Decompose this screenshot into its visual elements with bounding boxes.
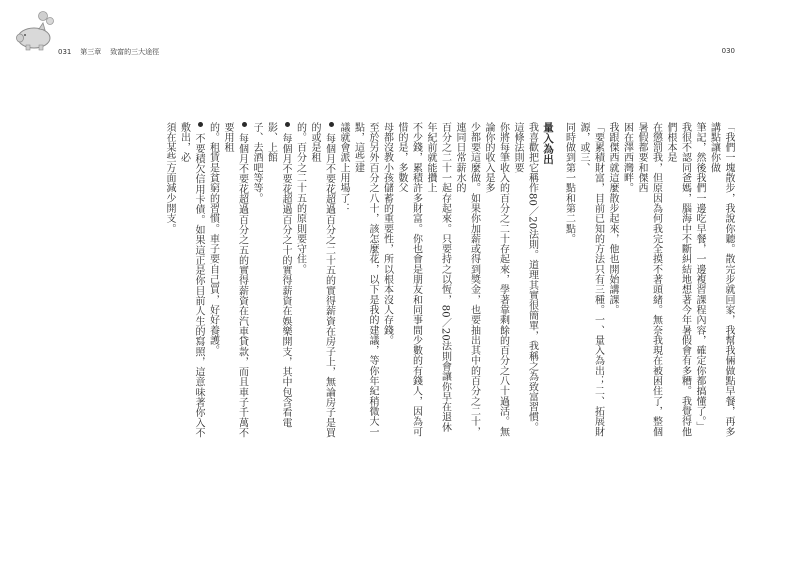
paragraph-line: 少都要這麼做。如果你加薪或得到獎金，也要抽出其中的百分之二十，連同日常薪水的 [454, 122, 480, 437]
bullet-text: 不要積欠信用卡債。如果這正是你目前人生的寫照，這意味著你入不敷出，必 [178, 122, 204, 438]
paragraph-line: 我跟傑西就這麼散步起來，他也開始講課。 [607, 122, 618, 315]
bullet-item [220, 122, 249, 442]
bullet-continuation: 的。百分之二十五的原則要守住。 [294, 122, 306, 275]
page-header-right [722, 47, 735, 59]
bullet-icon [242, 122, 247, 127]
paragraph-line: 議就會派上用場了： [338, 122, 349, 214]
left-page-number: 031 [58, 48, 72, 56]
bullet-item [176, 122, 205, 442]
page-header-left [58, 47, 159, 59]
piggy-bank-icon [12, 8, 58, 52]
paragraph-line: 困在澤西灣畔。 [621, 122, 633, 194]
bullet-text: 每個月不要花超過百分之二十五的實得薪資在房子上，無論房子是買的或是租 [309, 122, 335, 438]
bullet-icon [329, 122, 334, 127]
paragraph-line: 筆記，然後我們一邊吃早餐，一邊複習課程內容，確定你都搞懂了。」 [694, 122, 705, 432]
section-heading: 量入為出 [542, 122, 554, 165]
paragraph-line: 我喜歡把它稱作80／20法則。道理其實很簡單，我稱之為致富習慣。這條法則要 [512, 122, 538, 433]
bullet-item [263, 122, 292, 442]
bullet-icon [198, 122, 203, 127]
chapter-title: 致富的三大途徑 [110, 48, 160, 56]
paragraph-line: 「要累積財富，目前已知的方法只有三種。一、量入為出；二、拓展財源，或三、 [578, 122, 604, 437]
paragraph-line: 在懲罰我，但原因為何我完全摸不著頭緒。無奈我現在被困住了，整個暑假都要和傑西 [636, 122, 662, 437]
paragraph-line: 至於另外百分之八十，該怎麼花，以下是我的建議，等你年紀稍微大一點，這些建 [352, 122, 378, 437]
paragraph-line: 不少錢，累積許多財富。你也會是朋友和同事間少數的有錢人，因為可惜的是，多數父 [396, 122, 422, 437]
paragraph-line: 母都沒教小孩儲蓄的重要性，所以根本沒人存錢。 [381, 122, 393, 346]
paragraph-line: 百分之二十一起存起來。只要持之以恆，80／20法則會讓你早在退休年紀前就能攢上 [425, 122, 451, 433]
bullet-continuation: 須在某些方面減少開支。 [164, 122, 175, 234]
bullet-item [307, 122, 336, 442]
bullet-text: 每個月不要花超過百分之十的實得薪資在娛樂開支，其中包含看電影、上館 [265, 122, 291, 428]
bullet-continuation: 的。租賃是貧窮的習慣。車子要自己買，好好養護。 [207, 122, 219, 356]
paragraph-line: 你將每筆收入的百分之二十存起來，學著靠剩餘的百分之八十過活。無論你的收入是多 [483, 122, 509, 437]
chapter-number: 第三章 [80, 48, 102, 56]
paragraph-line: 「我們一塊散步，我說你聽。散完步就回家，我幫我倆做點早餐，再多講點讓你做 [708, 122, 734, 437]
paragraph-line: 同時做到第一點和第二點。 [563, 122, 575, 244]
bullet-text: 每個月不要花超過百分之五的實得薪資在汽車貸款，而且車子千萬不要用租 [222, 122, 248, 438]
right-page-number: 030 [721, 47, 735, 55]
bullet-continuation: 子、去酒吧等等。 [251, 122, 262, 204]
bullet-icon [285, 122, 290, 127]
vertical-body-text [162, 122, 736, 442]
paragraph-line: 我很不認同爸媽，腦海中不斷糾結地想著今年暑假會有多糟。我覺得他們根本是 [665, 122, 691, 437]
